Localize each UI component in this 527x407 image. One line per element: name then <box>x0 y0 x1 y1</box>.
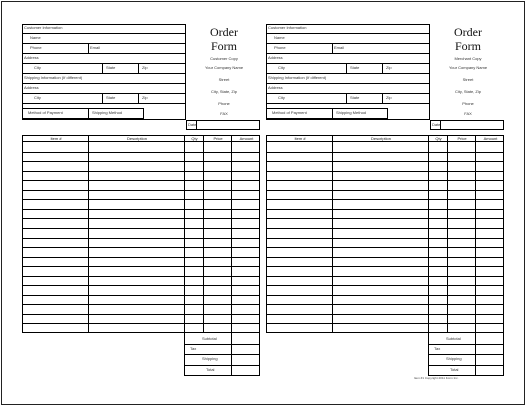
table-row-divider <box>267 152 503 153</box>
date-label: Date <box>188 122 197 127</box>
order-form-customer-copy <box>22 24 260 380</box>
shipping-address-label: Address <box>24 85 39 90</box>
company-fax: FAX <box>464 111 472 116</box>
form-title-line2: Form <box>210 39 237 53</box>
shipping-method-label: Shipping Method <box>336 110 367 115</box>
form-title-line1: Order <box>454 25 482 39</box>
col-qty: Qty <box>435 136 442 141</box>
form-title-line2: Form <box>454 39 481 53</box>
table-row-divider <box>267 257 503 258</box>
method-of-payment-label: Method of Payment <box>272 110 307 115</box>
footer-copyright: Item #1 Copyright 2011 Form Inc. <box>414 376 459 380</box>
address-label: Address <box>268 55 283 60</box>
table-row-divider <box>267 285 503 286</box>
col-qty: Qty <box>191 136 198 141</box>
customer-info-box <box>22 24 186 120</box>
table-row-divider <box>23 190 259 191</box>
table-row-divider <box>23 276 259 277</box>
table-row-divider <box>267 323 503 324</box>
company-name: Your Company Name <box>448 65 488 70</box>
shipping-label: Shipping <box>202 356 218 361</box>
shipping-city-label: City <box>278 95 285 100</box>
table-row-divider <box>267 218 503 219</box>
table-row-divider <box>267 314 503 315</box>
state-label: State <box>350 65 360 70</box>
table-row-divider <box>23 171 259 172</box>
date-label: Date <box>432 122 441 127</box>
table-row-divider <box>23 218 259 219</box>
shipping-state-label: State <box>106 95 116 100</box>
shipping-method-label: Shipping Method <box>92 110 123 115</box>
address-label: Address <box>24 55 39 60</box>
table-row-divider <box>23 295 259 296</box>
shipping-city-label: City <box>34 95 41 100</box>
name-label: Name <box>30 35 41 40</box>
col-price: Price <box>457 136 467 141</box>
tax-label: Tax <box>434 346 441 351</box>
customer-section-label: Customer Information <box>268 25 307 30</box>
table-row-divider <box>267 199 503 200</box>
table-row-divider <box>267 238 503 239</box>
tax-label: Tax <box>190 346 197 351</box>
total-label: Total <box>450 367 459 372</box>
items-table-header <box>22 135 260 142</box>
email-label: Email <box>334 45 345 50</box>
table-row-divider <box>23 199 259 200</box>
company-name: Your Company Name <box>204 65 244 70</box>
customer-section-label: Customer Information <box>24 25 63 30</box>
company-street: Street <box>218 77 230 82</box>
col-description: Description <box>126 136 147 141</box>
email-label: Email <box>90 45 101 50</box>
items-table-header <box>266 135 504 142</box>
zip-label: Zip <box>386 65 392 70</box>
table-row-divider <box>23 209 259 210</box>
col-item-number: Item # <box>50 136 62 141</box>
total-label: Total <box>206 367 215 372</box>
copy-label: Merchant Copy <box>454 56 482 61</box>
table-row-divider <box>267 266 503 267</box>
company-street: Street <box>462 77 474 82</box>
table-row-divider <box>23 323 259 324</box>
col-amount: Amount <box>483 136 498 141</box>
company-city: City, State, Zip <box>455 89 481 94</box>
company-phone: Phone <box>462 101 474 106</box>
city-label: City <box>278 65 285 70</box>
table-row-divider <box>23 228 259 229</box>
date-box <box>430 120 504 130</box>
table-row-divider <box>267 180 503 181</box>
customer-info-box <box>266 24 430 120</box>
zip-label: Zip <box>142 65 148 70</box>
col-item-number: Item # <box>294 136 306 141</box>
table-row-divider <box>267 190 503 191</box>
col-description: Description <box>370 136 391 141</box>
shipping-zip-label: Zip <box>386 95 392 100</box>
table-row-divider <box>23 247 259 248</box>
state-label: State <box>106 65 116 70</box>
table-row-divider <box>267 295 503 296</box>
company-phone: Phone <box>218 101 230 106</box>
table-row-divider <box>23 304 259 305</box>
table-row-divider <box>23 257 259 258</box>
table-row-divider <box>267 228 503 229</box>
table-row-divider <box>23 266 259 267</box>
col-price: Price <box>213 136 223 141</box>
items-table-rows <box>266 142 504 333</box>
form-title-line1: Order <box>210 25 238 39</box>
phone-label: Phone <box>274 45 286 50</box>
city-label: City <box>34 65 41 70</box>
shipping-label: Shipping <box>446 356 462 361</box>
company-fax: FAX <box>220 111 228 116</box>
table-row-divider <box>267 209 503 210</box>
copy-label: Customer Copy <box>210 56 238 61</box>
table-row-divider <box>267 304 503 305</box>
shipping-state-label: State <box>350 95 360 100</box>
col-amount: Amount <box>239 136 254 141</box>
table-row-divider <box>23 180 259 181</box>
table-row-divider <box>23 238 259 239</box>
table-row-divider <box>23 285 259 286</box>
phone-label: Phone <box>30 45 42 50</box>
table-row-divider <box>23 161 259 162</box>
company-city: City, State, Zip <box>211 89 237 94</box>
table-row-divider <box>23 152 259 153</box>
order-form-merchant-copy <box>266 24 504 380</box>
subtotal-label: Subtotal <box>446 336 461 341</box>
name-label: Name <box>274 35 285 40</box>
table-row-divider <box>267 161 503 162</box>
items-table-rows <box>22 142 260 333</box>
shipping-section-label: Shipping Information (If different) <box>24 75 83 80</box>
table-row-divider <box>267 171 503 172</box>
shipping-address-label: Address <box>268 85 283 90</box>
date-box <box>186 120 260 130</box>
subtotal-label: Subtotal <box>202 336 217 341</box>
shipping-section-label: Shipping Information (If different) <box>268 75 327 80</box>
table-row-divider <box>23 314 259 315</box>
method-of-payment-label: Method of Payment <box>28 110 63 115</box>
table-row-divider <box>267 276 503 277</box>
table-row-divider <box>267 247 503 248</box>
shipping-zip-label: Zip <box>142 95 148 100</box>
